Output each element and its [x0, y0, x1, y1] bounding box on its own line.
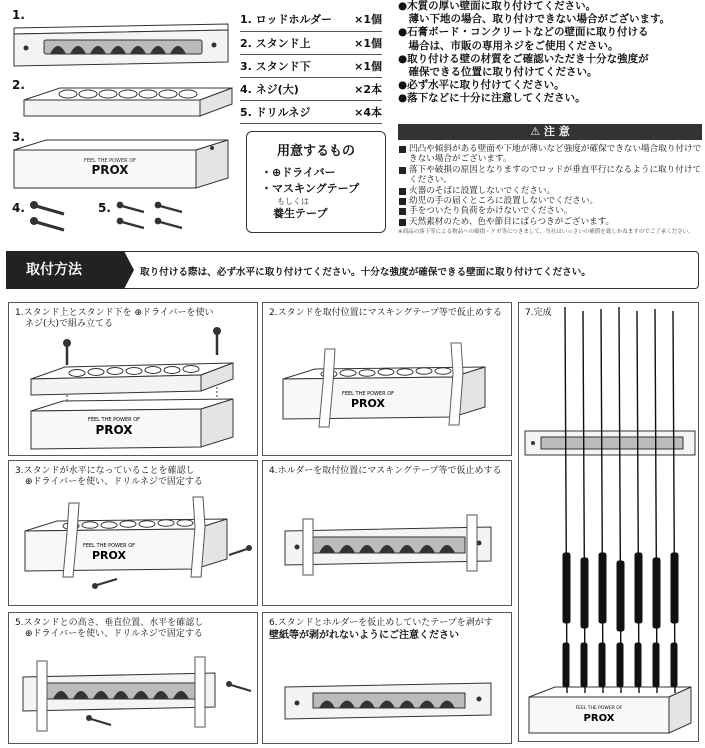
part-name: 3. スタンド下 [240, 54, 349, 77]
step-7-panel [518, 302, 699, 742]
brand-logo-3: PROX [351, 397, 385, 410]
caution-item: 凹凸や傾斜がある壁面や下地が薄いなど強度が確保できない場合取り付けできない場合がございます。 [398, 144, 703, 165]
step-4-title: 4.ホルダーを取付位置にマスキングテープ等で仮止めする [269, 466, 502, 476]
part-name: 4. ネジ(大) [240, 77, 349, 100]
step-2-illustration [263, 303, 513, 457]
brand-tagline-3: FEEL THE POWER OF [341, 391, 395, 397]
part-qty: ×4本 [349, 100, 382, 123]
stand-top-part [24, 88, 232, 116]
tool-item: 養生テープ [273, 207, 328, 220]
parts-row [240, 8, 382, 31]
parts-row [240, 77, 382, 100]
parts-row [240, 31, 382, 54]
caution-list [398, 144, 703, 227]
step-7-title: 7.完成 [525, 308, 552, 318]
brand-logo-1: PROX [91, 163, 129, 177]
brand-logo-5: PROX [92, 549, 126, 562]
step-3-illustration [9, 461, 259, 607]
note-line: ●取り付ける壁の材質をご確認いただき十分な強度が [398, 52, 649, 65]
step-7-illustration [519, 303, 700, 743]
step-1-subtitle: ネジ(大)で組み立てる [25, 319, 114, 329]
caution-item: 天然素材のため、色や節目にばらつきがございます。 [398, 217, 703, 227]
tool-item: ・⊕ドライバー [261, 166, 336, 179]
caution-item: 落下や破損の原因となりますのでロッドが垂直平行になるように取り付けてください。 [398, 165, 703, 186]
brand-tagline-1: FEEL THE POWER OF [83, 158, 137, 164]
step-2-title: 2.スタンドを取付位置にマスキングテープ等で仮止めする [269, 308, 502, 318]
note-line: ●必ず水平に取り付けてください。 [398, 79, 565, 92]
part-qty: ×1個 [349, 31, 382, 54]
part-name: 1. ロッドホルダー [240, 8, 349, 31]
caution-header: ⚠ 注 意 [398, 124, 702, 140]
step-4-illustration [263, 461, 513, 607]
step-6-illustration [263, 613, 513, 745]
required-tools-box [246, 131, 386, 233]
step-6-title: 6.スタンドとホルダーを仮止めしていたテープを剥がす [269, 618, 493, 628]
step-2-panel [262, 302, 512, 456]
parts-row [240, 100, 382, 123]
parts-row [240, 54, 382, 77]
required-tools-title: 用意するもの [276, 144, 355, 159]
fishing-rod-icon [563, 307, 678, 693]
note-line: 場合は、市販の専用ネジをご使用ください。 [398, 39, 619, 52]
drill-screw-icon [122, 206, 182, 228]
note-line: ●石膏ボード・コンクリートなどの壁面に取り付ける [398, 26, 649, 39]
step-3-subtitle: ⊕ドライバーを使い、ドリルネジで固定する [25, 477, 203, 487]
note-line: 確保できる位置に取り付けてください。 [398, 66, 598, 79]
part-name: 5. ドリルネジ [240, 100, 349, 123]
step-3-title: 3.スタンドが水平になっていることを確認し [15, 466, 195, 476]
rod-holder-part [14, 24, 228, 66]
part-qty: ×1個 [349, 8, 382, 31]
caution-item: 手をついたり負荷をかけないでください。 [398, 206, 703, 216]
method-text: 取り付ける際は、必ず水平に取り付けてください。十分な強度が確保できる壁面に取り付けてください。 [140, 267, 591, 278]
caution-item: 幼児の手の届くところに設置しないでください。 [398, 196, 703, 206]
part-qty: ×1個 [349, 54, 382, 77]
step-1-illustration [9, 303, 259, 457]
brand-tagline-4: FEEL THE POWER OF [575, 706, 623, 711]
note-line: ●落下などに十分に注意してください。 [398, 92, 586, 105]
step-4-panel [262, 460, 512, 606]
brand-logo-4: PROX [583, 713, 615, 724]
brand-tagline-5: FEEL THE POWER OF [82, 543, 136, 549]
part-label-1: 1. [12, 8, 25, 22]
parts-list [240, 8, 382, 124]
note-line: 薄い下地の場合、取り付けできない場合がございます。 [398, 13, 671, 26]
screw-large-icon [36, 206, 64, 230]
step-1-panel [8, 302, 258, 456]
brand-logo-2: PROX [95, 423, 133, 437]
step-3-panel [8, 460, 258, 606]
part-label-5: 5. [98, 201, 111, 215]
method-label: 取付方法 [6, 251, 124, 289]
step-1-title: 1.スタンド上とスタンド下を ⊕ドライバーを使い [15, 308, 214, 318]
parts-illustrations [0, 0, 240, 245]
part-name: 2. スタンド上 [240, 31, 349, 54]
step-6-warning: 壁紙等が剥がれないようにご注意ください [269, 630, 459, 641]
part-qty: ×2本 [349, 77, 382, 100]
step-5-panel [8, 612, 258, 744]
step-5-title: 5.スタンドとの高さ、垂直位置、水平を確認し [15, 618, 204, 628]
step-5-illustration [9, 613, 259, 745]
stand-bottom-part [14, 140, 228, 188]
step-6-panel [262, 612, 512, 744]
part-label-3: 3. [12, 130, 25, 144]
method-arrow-icon [124, 251, 134, 289]
caution-footnote: ※商品の落下等による物品への破損・ケガ等につきまして、当社はいっさいの補償を致しかねますのでご了承ください。 [398, 229, 694, 235]
caution-item: 火器のそばに設置しないでください。 [398, 186, 703, 196]
tool-item: ・マスキングテープ [261, 182, 360, 195]
tool-alt-label: もしくは [277, 197, 309, 206]
part-label-2: 2. [12, 78, 25, 92]
part-label-4: 4. [12, 201, 25, 215]
brand-tagline-2: FEEL THE POWER OF [87, 417, 141, 423]
mounting-notes [398, 0, 703, 106]
note-line: ●木質の厚い壁面に取り付けてください。 [398, 0, 597, 12]
step-5-subtitle: ⊕ドライバーを使い、ドリルネジで固定する [25, 629, 203, 639]
